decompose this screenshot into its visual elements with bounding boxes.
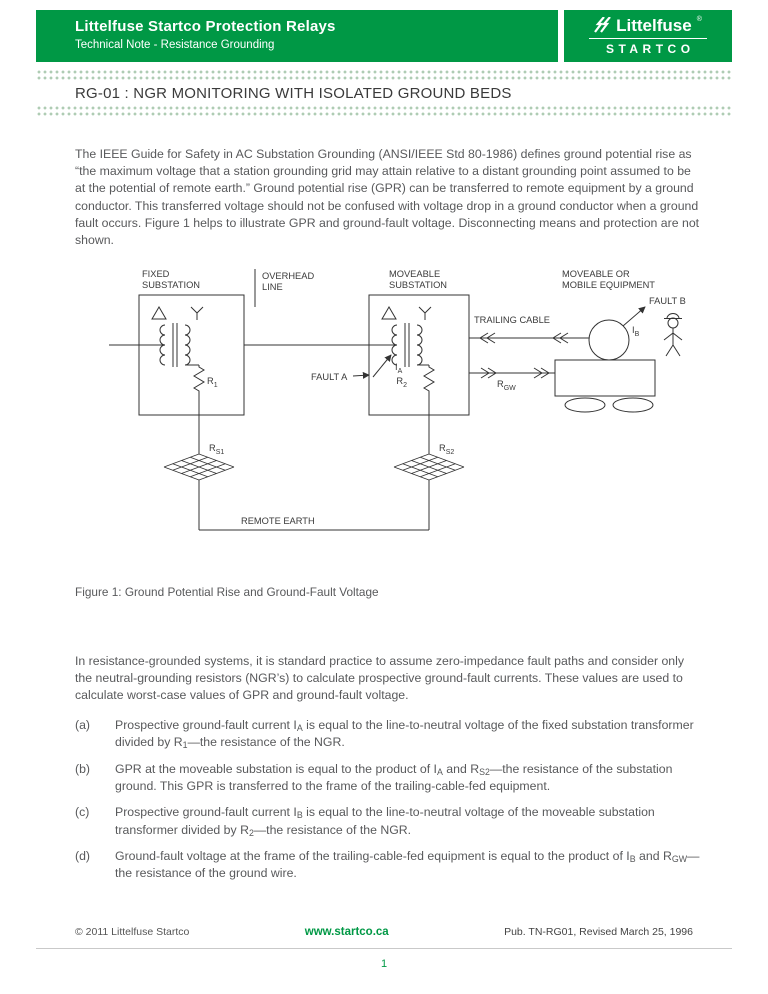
header bbox=[36, 10, 732, 62]
list-item-text: Prospective ground-fault current IB is equal to the line-to-neutral voltage of the moveable substation transformer divided by R2—the resistance of the NGR. bbox=[115, 805, 655, 838]
footer-divider bbox=[36, 948, 732, 949]
header-subtitle: Technical Note - Resistance Grounding bbox=[75, 39, 275, 51]
wheel-left bbox=[565, 398, 605, 412]
title-strip bbox=[36, 82, 732, 105]
label-r2: $R_2$ bbox=[396, 376, 407, 390]
page-number: 1 bbox=[380, 958, 388, 970]
logo-wordmark bbox=[594, 17, 702, 34]
svg-text:LINE: LINE bbox=[262, 282, 283, 293]
fault-a-current-arrow bbox=[373, 355, 391, 377]
label-remote-earth: REMOTE EARTH bbox=[241, 516, 315, 527]
figure-1-diagram bbox=[89, 263, 734, 555]
littelfuse-logo bbox=[564, 10, 732, 62]
person-figure bbox=[664, 314, 682, 357]
figure-labels bbox=[142, 269, 686, 526]
list-item-label: (a) bbox=[75, 717, 91, 732]
list-item-b bbox=[75, 761, 704, 796]
list-item-label: (d) bbox=[75, 849, 91, 863]
fault-b-arrow bbox=[623, 307, 645, 326]
label-mobile-equipment: MOVEABLE OR bbox=[562, 269, 630, 280]
ground-grid-rs1 bbox=[164, 454, 234, 480]
label-rs2: $R_{S2}$ bbox=[439, 443, 455, 457]
wheel-right bbox=[613, 398, 653, 412]
fixed-substation-group bbox=[109, 295, 244, 457]
svg-text:MOBILE EQUIPMENT: MOBILE EQUIPMENT bbox=[562, 280, 655, 291]
page-title: RG-01 : NGR MONITORING WITH ISOLATED GROUND BEDS bbox=[75, 85, 512, 102]
ngr-r2-resistor bbox=[424, 365, 434, 393]
copyright-text: © 2011 Littelfuse Startco bbox=[75, 926, 190, 938]
list-item-text: Prospective ground-fault current IA is equal to the line-to-neutral voltage of the fixed substation transformer divided by R1—the resistance of the NGR. bbox=[115, 717, 694, 751]
label-trailing-cable: TRAILING CABLE bbox=[474, 315, 550, 326]
header-banner bbox=[36, 10, 558, 62]
moveable-substation-group bbox=[353, 295, 469, 457]
logo-divider bbox=[589, 38, 707, 39]
website-link[interactable]: www.startco.ca bbox=[304, 926, 389, 938]
ground-grid-rs2 bbox=[394, 454, 464, 480]
label-ia: $I_A$ bbox=[395, 362, 403, 376]
brand-name: Littelfuse bbox=[616, 15, 692, 35]
footer bbox=[36, 926, 732, 970]
label-ib: $I_B$ bbox=[632, 325, 640, 339]
list-item-label: (b) bbox=[75, 761, 91, 776]
mobile-equipment-group bbox=[555, 307, 682, 412]
body-paragraph: In resistance-grounded systems, it is standard practice to assume zero-impedance fault paths and consider only the neutral-grounding resistors (NGR’s) to calculate prospective ground-fault currents. These values are used to calculate worst-case values of GPR and ground-fault voltage. bbox=[75, 653, 685, 703]
label-r1: $R_1$ bbox=[207, 376, 218, 390]
bullet-list bbox=[75, 717, 704, 883]
figure-caption: Figure 1: Ground Potential Rise and Ground-Fault Voltage bbox=[75, 585, 379, 600]
label-fixed-substation: FIXED bbox=[142, 269, 170, 280]
header-title: Littelfuse Startco Protection Relays bbox=[75, 18, 336, 35]
dotted-title-band bbox=[36, 69, 732, 116]
figure-1 bbox=[89, 263, 704, 560]
list-item-c bbox=[75, 804, 704, 839]
publication-info: Pub. TN-RG01, Revised March 25, 1996 bbox=[504, 926, 693, 938]
list-item-a bbox=[75, 717, 704, 752]
label-rs1: $R_{S1}$ bbox=[209, 443, 225, 457]
footer-row bbox=[36, 926, 732, 938]
trailing-cable-group bbox=[469, 333, 589, 378]
label-fault-a: FAULT A bbox=[311, 372, 348, 383]
lightning-bolt-icon bbox=[594, 17, 611, 33]
label-moveable-substation: MOVEABLE bbox=[389, 269, 441, 280]
list-item-text: Ground-fault voltage at the frame of the trailing-cable-fed equipment is equal to the product of IB and RGW—the resistance of the ground wire. bbox=[115, 849, 700, 881]
brand-sub-name: STARTCO bbox=[605, 41, 695, 56]
list-item-label: (c) bbox=[75, 805, 90, 820]
svg-text:SUBSTATION: SUBSTATION bbox=[142, 280, 201, 291]
ngr-r1-resistor bbox=[194, 365, 204, 393]
fault-a-pointer bbox=[353, 375, 369, 376]
list-item-text: GPR at the moveable substation is equal to the product of IA and RS2—the resistance of the substation ground. This GPR is transferred to the frame of the trailing-cable-fed equipment. bbox=[115, 761, 673, 794]
label-rgw: $R_{GW}$ bbox=[497, 379, 516, 393]
content bbox=[0, 146, 768, 883]
label-overhead-line: OVERHEAD bbox=[262, 271, 315, 282]
list-item-d bbox=[75, 848, 704, 883]
label-fault-b: FAULT B bbox=[649, 296, 686, 307]
registered-mark: ® bbox=[696, 15, 702, 23]
svg-text:SUBSTATION: SUBSTATION bbox=[389, 280, 448, 291]
equipment-frame bbox=[555, 360, 655, 396]
intro-paragraph: The IEEE Guide for Safety in AC Substation Grounding (ANSI/IEEE Std 80-1986) defines ground potential rise as “the maximum voltage that a station grounding grid may attain relative to a distant grounding point assumed to be at the potential of remote earth.” Ground potential rise (GPR) can be transferred to remote equipment by a ground conductor. This transferred voltage should not be confused with voltage drop in a ground conductor when a ground fault occurs. Figure 1 helps to illustrate GPR and ground-fault voltage. Disconnecting means and protection are not shown. bbox=[75, 147, 700, 248]
